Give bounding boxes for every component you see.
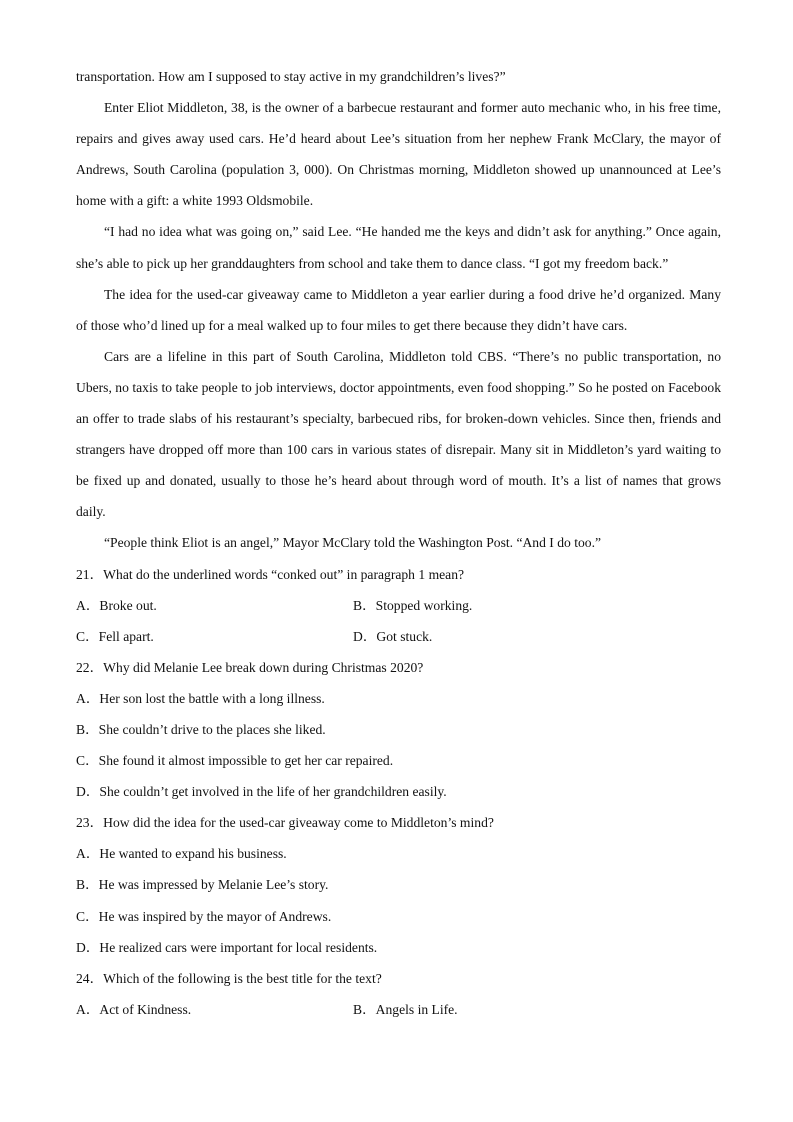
question-22-option-c: C．She found it almost impossible to get her car repaired. bbox=[76, 753, 394, 769]
question-21-option-c: C．Fell apart. bbox=[76, 628, 154, 644]
question-21-row-1 bbox=[76, 590, 721, 621]
question-21-stem: 21．What do the underlined words “conked out” in paragraph 1 mean? bbox=[76, 566, 465, 582]
passage-paragraph-0: transportation. How am I supposed to stay active in my grandchildren’s lives?” bbox=[76, 69, 506, 84]
question-21-row-2 bbox=[76, 621, 721, 652]
question-24-row-1 bbox=[76, 994, 721, 1025]
question-21-option-d: D．Got stuck. bbox=[353, 628, 433, 644]
passage-paragraph-2: “I had no idea what was going on,” said Lee. “He handed me the keys and didn’t ask for anything.” Once again, she’s able to pick up her granddaughters from school and take them to dance class. “I got my freedom back.” bbox=[76, 224, 721, 271]
question-22-option-d: D．She couldn’t get involved in the life of her grandchildren easily. bbox=[76, 784, 447, 800]
question-24 bbox=[76, 963, 721, 1025]
question-23-stem: 23．How did the idea for the used-car giveaway come to Middleton’s mind? bbox=[76, 815, 494, 831]
question-21-option-b: B．Stopped working. bbox=[353, 597, 473, 613]
question-23-option-d: D．He realized cars were important for local residents. bbox=[76, 939, 378, 955]
exam-page bbox=[76, 61, 721, 1025]
question-22 bbox=[76, 652, 721, 807]
question-21-option-a: A．Broke out. bbox=[76, 597, 157, 613]
passage-paragraph-1: Enter Eliot Middleton, 38, is the owner of a barbecue restaurant and former auto mechanic who, in his free time, repairs and gives away used cars. He’d heard about Lee’s situation from her nephew Frank McClary, the mayor of Andrews, South Carolina (population 3, 000). On Christmas morning, Middleton showed up unannounced at Lee’s home with a gift: a white 1993 Oldsmobile. bbox=[76, 100, 721, 209]
question-23-option-c: C．He was inspired by the mayor of Andrews. bbox=[76, 908, 332, 924]
question-22-option-b: B．She couldn’t drive to the places she liked. bbox=[76, 721, 326, 737]
question-23 bbox=[76, 807, 721, 962]
question-22-option-a: A．Her son lost the battle with a long illness. bbox=[76, 690, 325, 706]
passage-paragraph-3: The idea for the used-car giveaway came to Middleton a year earlier during a food drive he’d organized. Many of those who’d lined up for a meal walked up to four miles to get there because they didn’t have cars. bbox=[76, 286, 721, 333]
question-21 bbox=[76, 559, 721, 652]
question-24-option-a: A．Act of Kindness. bbox=[76, 1001, 192, 1017]
question-24-option-b: B．Angels in Life. bbox=[353, 1001, 458, 1017]
question-22-stem: 22．Why did Melanie Lee break down during Christmas 2020? bbox=[76, 659, 424, 675]
question-24-stem: 24．Which of the following is the best title for the text? bbox=[76, 970, 382, 986]
question-23-option-b: B．He was impressed by Melanie Lee’s story. bbox=[76, 877, 329, 893]
question-23-option-a: A．He wanted to expand his business. bbox=[76, 846, 287, 862]
passage-paragraph-5: “People think Eliot is an angel,” Mayor McClary told the Washington Post. “And I do too.” bbox=[104, 535, 602, 551]
passage-paragraph-4: Cars are a lifeline in this part of South Carolina, Middleton told CBS. “There’s no public transportation, no Ubers, no taxis to take people to job interviews, doctor appointments, even food shopping.” So he posted on Facebook an offer to trade slabs of his restaurant’s specialty, barbecued ribs, for broken-down vehicles. Since then, friends and strangers have dropped off more than 100 cars in various states of disrepair. Many sit in Middleton’s yard waiting to be fixed up and donated, usually to those he’s heard about through word of mouth. It’s a list of names that grows daily. bbox=[76, 348, 721, 520]
